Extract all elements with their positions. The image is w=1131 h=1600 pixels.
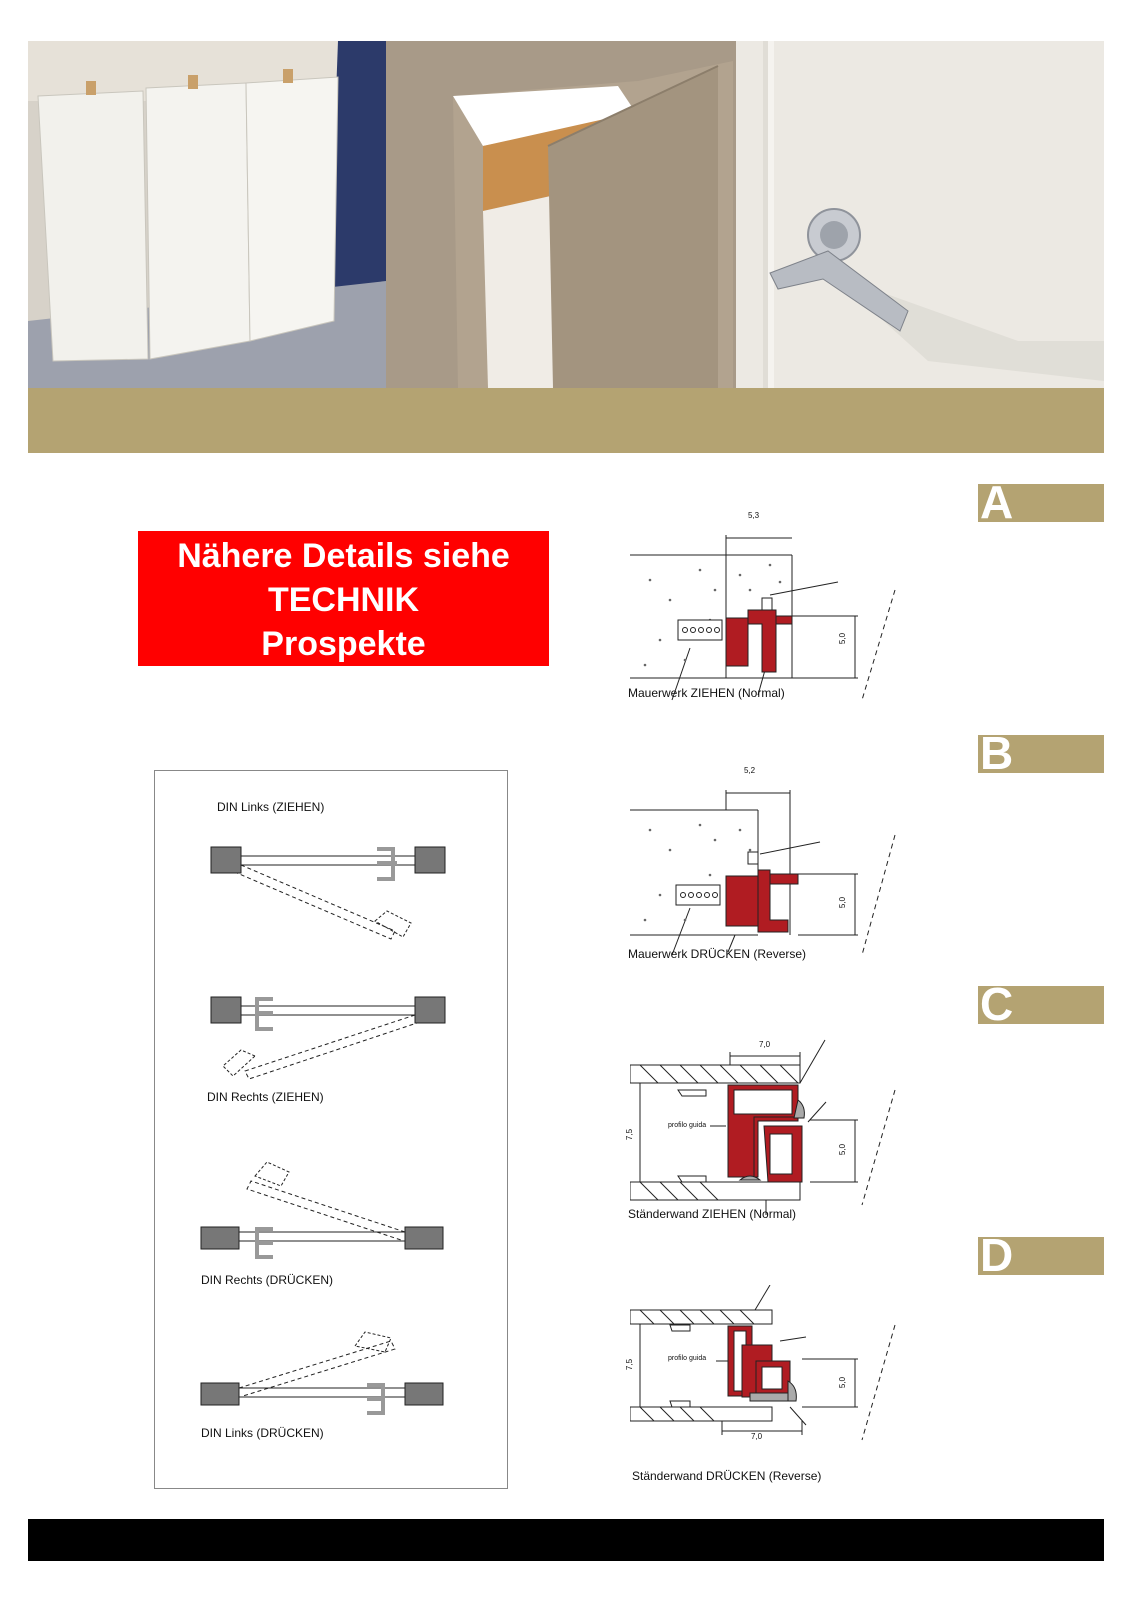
section-d-detail <box>625 1285 930 1485</box>
din-rechts-druecken-label: DIN Rechts (DRÜCKEN) <box>201 1273 334 1287</box>
din-links-ziehen-label: DIN Links (ZIEHEN) <box>217 800 325 814</box>
section-d-dim-side: 5,0 <box>838 1376 848 1389</box>
section-tab-b: B <box>978 735 1104 773</box>
callout-line-1: Nähere Details siehe <box>177 537 510 575</box>
section-c-drawing <box>630 1030 930 1230</box>
din-links-druecken-label: DIN Links (DRÜCKEN) <box>201 1426 324 1440</box>
technik-callout <box>138 531 549 666</box>
section-tab-a: A <box>978 484 1104 522</box>
section-d-caption: Ständerwand DRÜCKEN (Reverse) <box>632 1469 822 1483</box>
header-gold-band <box>28 388 1104 453</box>
section-c-caption: Ständerwand ZIEHEN (Normal) <box>628 1207 797 1221</box>
section-tab-d: D <box>978 1237 1104 1275</box>
section-c-detail <box>625 1030 930 1230</box>
section-a-dim-top: 5,3 <box>748 511 760 520</box>
section-c-guide-label: profilo guida <box>668 1122 707 1129</box>
section-b-dim-top: 5,2 <box>744 766 756 775</box>
section-b-caption: Mauerwerk DRÜCKEN (Reverse) <box>628 947 807 961</box>
section-c-dim-side: 5,0 <box>838 1143 848 1156</box>
din-diagram-svg <box>155 771 507 1488</box>
section-a-detail <box>628 511 930 720</box>
din-rechts-ziehen-label: DIN Rechts (ZIEHEN) <box>207 1090 324 1104</box>
din-opening-diagrams <box>154 770 508 1489</box>
header-photo-strip <box>28 41 1104 388</box>
photo-open-door <box>386 41 736 388</box>
callout-line-2: TECHNIK <box>267 581 420 619</box>
section-c-dim-top: 7,0 <box>759 1040 771 1049</box>
footer-bar <box>28 1519 1104 1561</box>
section-b-dim-side: 5,0 <box>838 896 848 909</box>
callout-line-3: Prospekte <box>261 625 426 663</box>
section-d-drawing <box>630 1285 930 1485</box>
photo-door-handle <box>736 41 1104 388</box>
section-b-detail <box>628 766 930 980</box>
section-d-dim-bottom: 7,0 <box>751 1432 763 1441</box>
section-d-guide-label: profilo guida <box>668 1355 707 1362</box>
section-a-caption: Mauerwerk ZIEHEN (Normal) <box>628 686 785 700</box>
section-tab-c: C <box>978 986 1104 1024</box>
section-c-dim-left: 7,5 <box>625 1128 635 1141</box>
section-a-dim-side: 5,0 <box>838 632 848 645</box>
photo-doors-leaning <box>28 41 386 388</box>
section-d-dim-left: 7,5 <box>625 1358 635 1371</box>
